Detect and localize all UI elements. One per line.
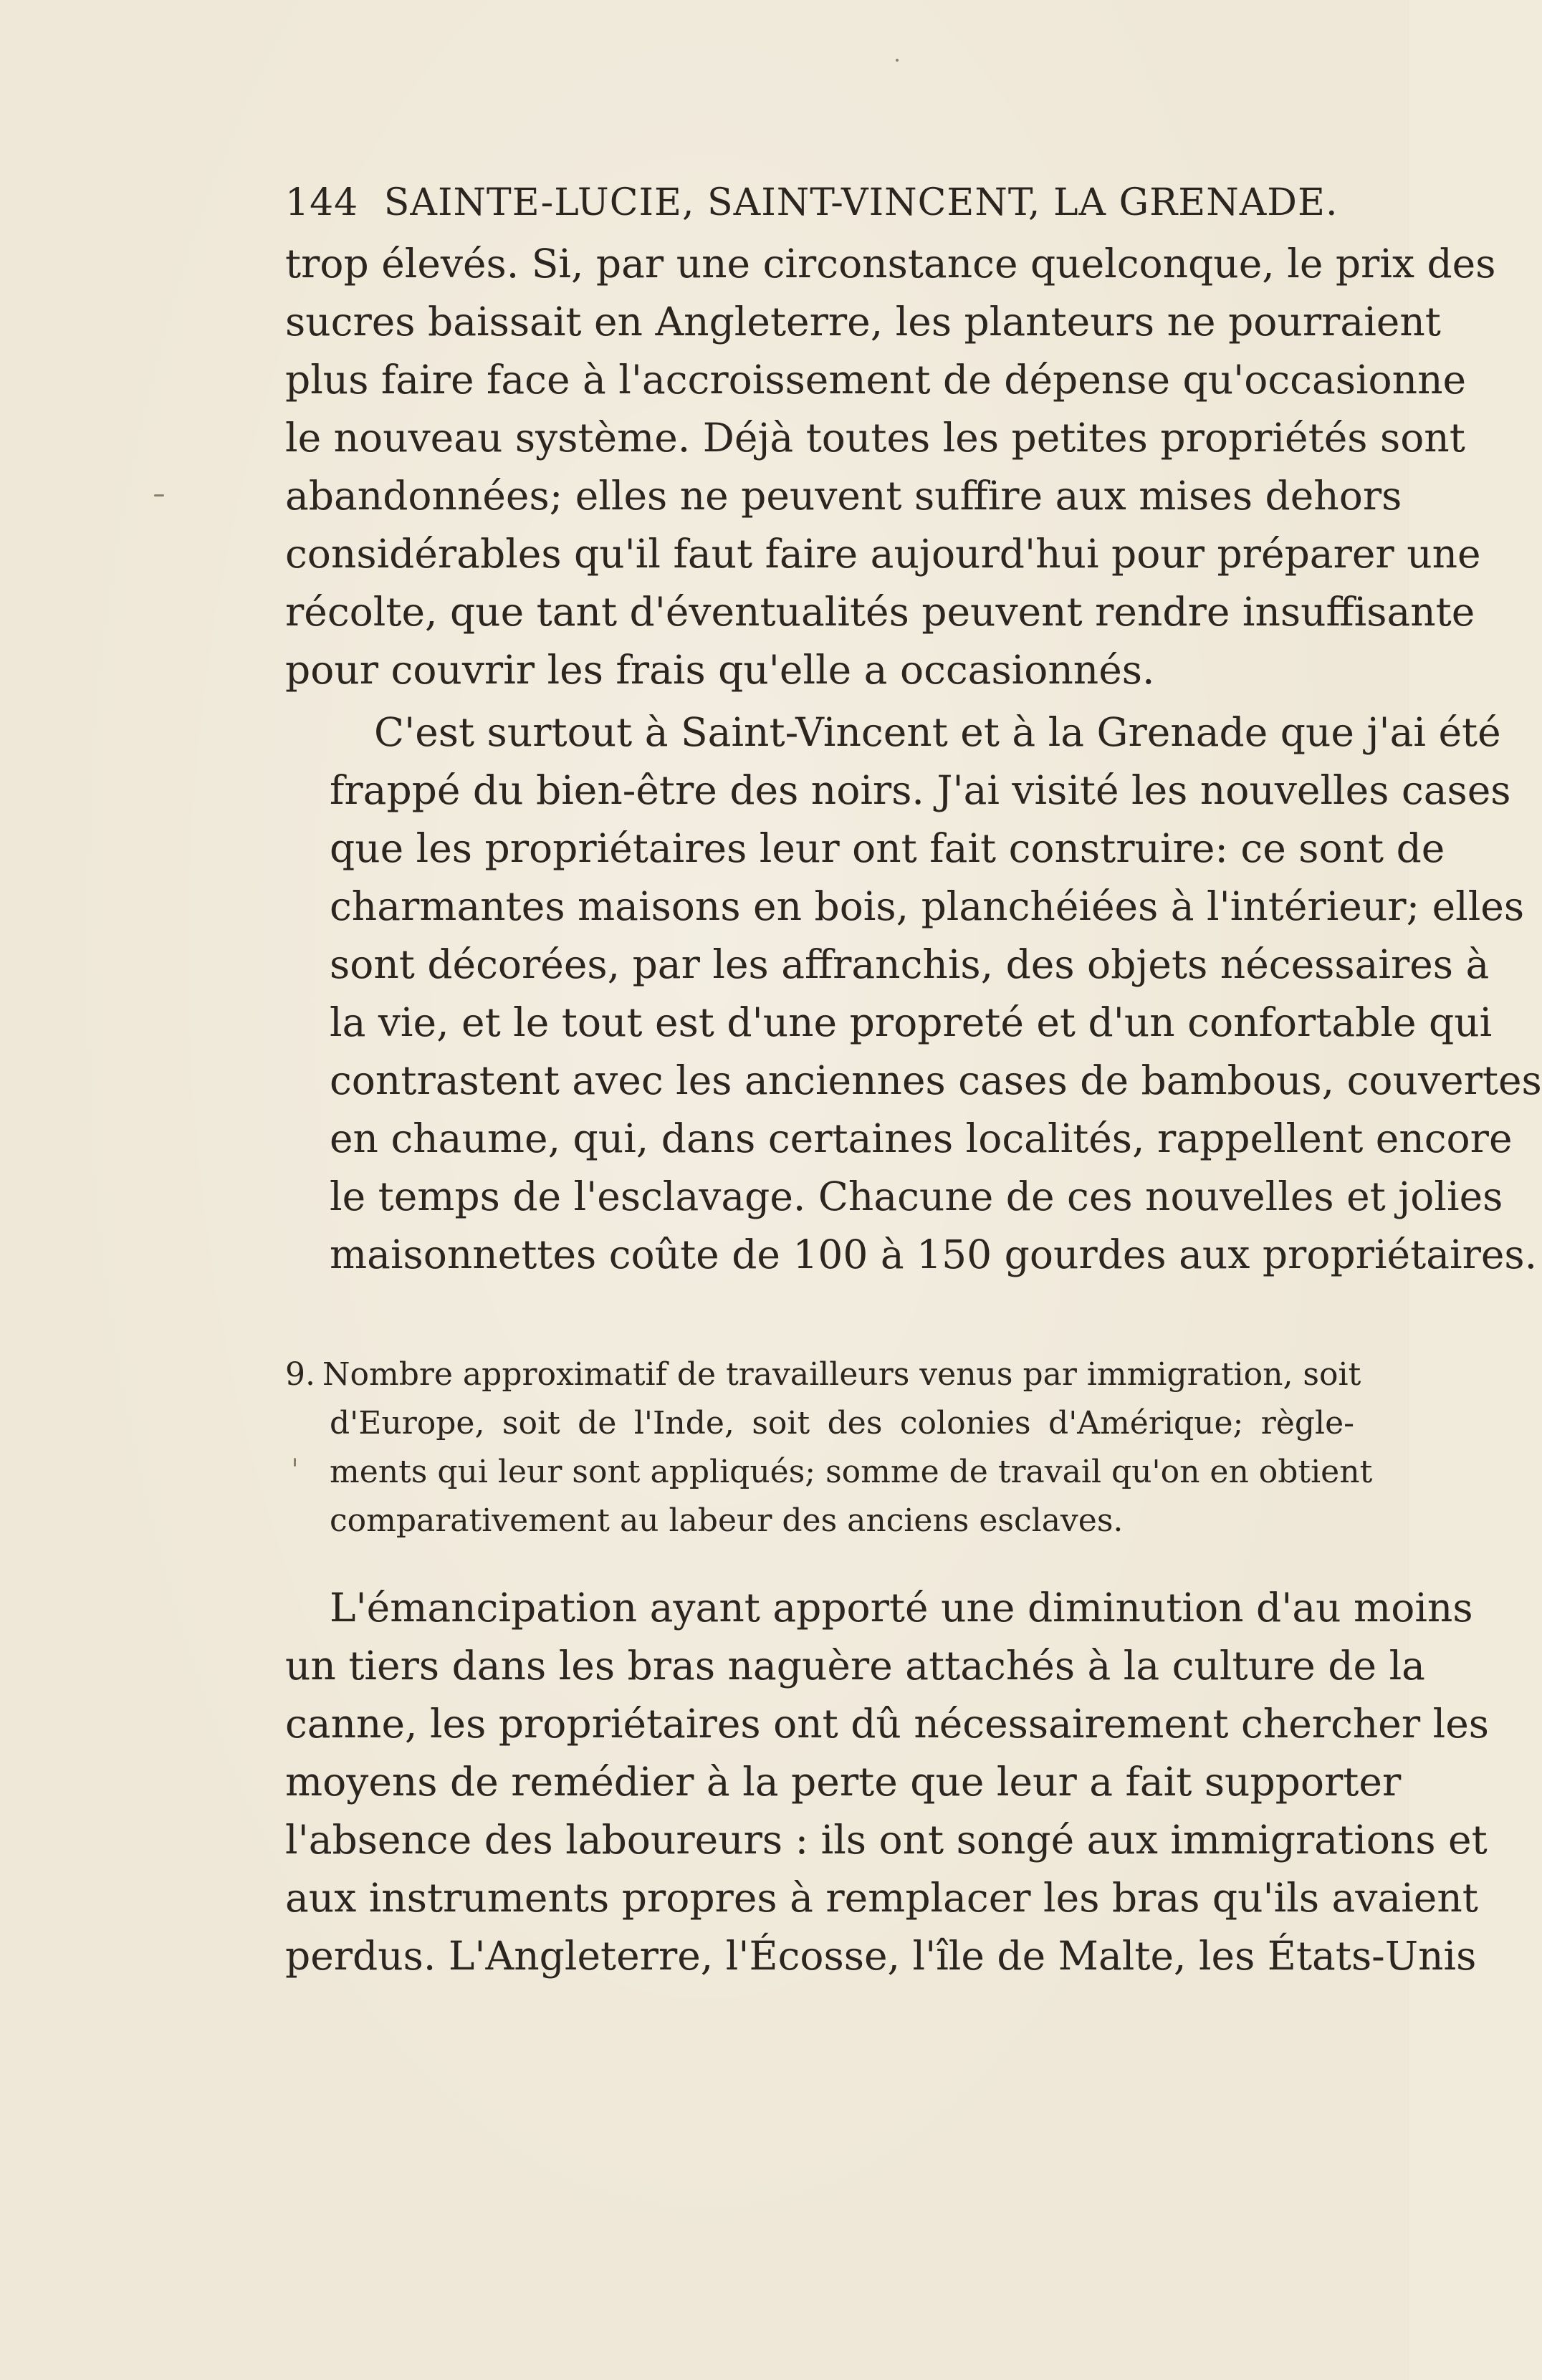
text-line: C'est surtout à Saint-Vincent et à la Grenade que j'ai été bbox=[374, 709, 1501, 755]
text-line: un tiers dans les bras naguère attachés à la culture de la bbox=[285, 1643, 1425, 1689]
paper-speck bbox=[154, 494, 164, 496]
text-line: abandonnées; elles ne peuvent suffire aux mises dehors bbox=[285, 473, 1402, 519]
paper-speck bbox=[896, 59, 899, 62]
text-line: la vie, et le tout est d'une propreté et d'un confortable qui bbox=[330, 999, 1493, 1045]
question-line: d'Europe, soit de l'Inde, soit des colonies d'Amérique; règle- bbox=[330, 1405, 1354, 1441]
paragraph-1 bbox=[285, 235, 1496, 699]
text-line: plus faire face à l'accroissement de dépense qu'occasionne bbox=[285, 357, 1467, 403]
paragraph-2 bbox=[285, 704, 1542, 1284]
question-block bbox=[285, 1350, 1373, 1545]
text-line: l'absence des laboureurs : ils ont songé aux immigrations et bbox=[285, 1817, 1488, 1863]
text-line: charmantes maisons en bois, planchéiées à l'intérieur; elles bbox=[330, 883, 1525, 929]
text-line: en chaume, qui, dans certaines localités, rappellent encore bbox=[330, 1115, 1513, 1161]
question-text: Nombre approximatif de travailleurs venus par immigration, soit bbox=[322, 1356, 1361, 1393]
running-header bbox=[285, 178, 1339, 228]
text-line: le temps de l'esclavage. Chacune de ces nouvelles et jolies bbox=[330, 1174, 1503, 1219]
text-line: contrastent avec les anciennes cases de bambous, couvertes bbox=[330, 1057, 1542, 1103]
text-line: le nouveau système. Déjà toutes les petites propriétés sont bbox=[285, 415, 1465, 461]
question-line: comparativement au labeur des anciens esclaves. bbox=[330, 1502, 1124, 1539]
text-line: canne, les propriétaires ont dû nécessairement chercher les bbox=[285, 1701, 1489, 1747]
text-line: aux instruments propres à remplacer les bras qu'ils avaient bbox=[285, 1875, 1478, 1921]
text-line: maisonnettes coûte de 100 à 150 gourdes aux propriétaires. bbox=[330, 1232, 1538, 1277]
page-number: 144 bbox=[285, 181, 359, 224]
text-line: frappé du bien-être des noirs. J'ai visité les nouvelles cases bbox=[330, 767, 1511, 813]
text-line: pour couvrir les frais qu'elle a occasionnés. bbox=[285, 647, 1155, 693]
text-line: moyens de remédier à la perte que leur a fait supporter bbox=[285, 1759, 1402, 1805]
question-number: 9. bbox=[285, 1356, 315, 1393]
text-line: sucres baissait en Angleterre, les planteurs ne pourraient bbox=[285, 299, 1441, 345]
text-line: trop élevés. Si, par une circonstance quelconque, le prix des bbox=[285, 241, 1496, 287]
question-line bbox=[285, 1350, 1361, 1399]
text-line: sont décorées, par les affranchis, des objets nécessaires à bbox=[330, 941, 1490, 987]
paper-speck bbox=[294, 1458, 296, 1467]
text-line: que les propriétaires leur ont fait construire: ce sont de bbox=[330, 825, 1445, 871]
text-line: L'émancipation ayant apporté une diminution d'au moins bbox=[330, 1585, 1473, 1631]
text-line: perdus. L'Angleterre, l'Écosse, l'île de Malte, les États-Unis bbox=[285, 1933, 1477, 1979]
running-title: SAINTE-LUCIE, SAINT-VINCENT, LA GRENADE. bbox=[383, 181, 1339, 224]
paragraph-3 bbox=[285, 1579, 1489, 1985]
text-line: récolte, que tant d'éventualités peuvent rendre insuffisante bbox=[285, 589, 1475, 635]
text-line: considérables qu'il faut faire aujourd'hui pour préparer une bbox=[285, 531, 1481, 577]
question-line: ments qui leur sont appliqués; somme de travail qu'on en obtient bbox=[330, 1454, 1373, 1490]
